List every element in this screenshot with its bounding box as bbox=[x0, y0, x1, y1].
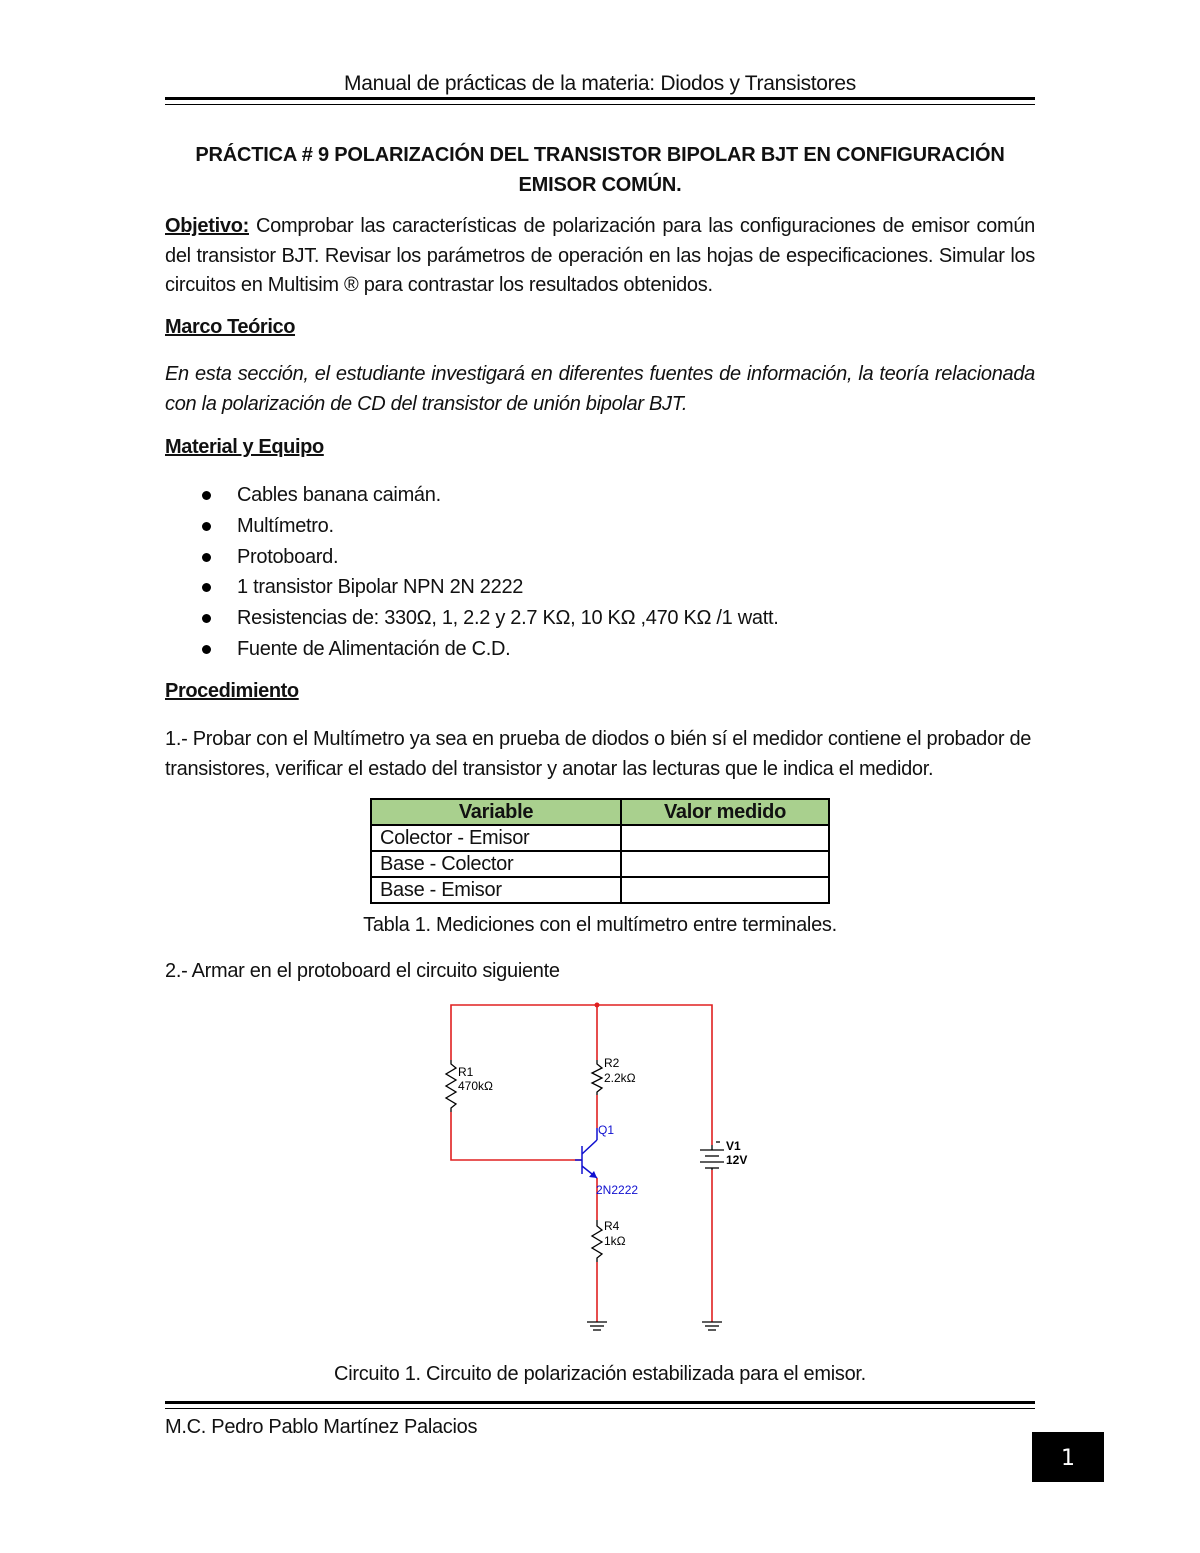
bullet-icon bbox=[202, 553, 211, 562]
header-rule-thick bbox=[165, 97, 1035, 100]
r2-resistor bbox=[592, 1060, 602, 1095]
passive-components bbox=[446, 1060, 724, 1330]
v1-name: V1 bbox=[726, 1139, 741, 1153]
practice-title-line2: EMISOR COMÚN. bbox=[518, 174, 682, 196]
q1-name: Q1 bbox=[598, 1123, 615, 1137]
theory-heading: Marco Teórico bbox=[165, 316, 296, 338]
running-header: Manual de prácticas de la materia: Diodos y Transistores bbox=[344, 72, 856, 95]
footer-author: M.C. Pedro Pablo Martínez Palacios bbox=[165, 1416, 478, 1438]
practice-title-line1: PRÁCTICA # 9 POLARIZACIÓN DEL TRANSISTOR BIPOLAR BJT EN CONFIGURACIÓN bbox=[195, 144, 1005, 166]
table-cell-value bbox=[621, 851, 829, 877]
r4-value: 1kΩ bbox=[604, 1234, 626, 1248]
table-header-variable: Variable bbox=[371, 799, 621, 825]
header-rule-thin bbox=[165, 104, 1035, 105]
theory-text: En esta sección, el estudiante investigará en diferentes fuentes de información, la teoría relacionada con la polarización de CD del transistor de unión bipolar BJT. bbox=[165, 363, 1035, 415]
top-wire bbox=[451, 1005, 712, 1145]
list-item: Multímetro. bbox=[200, 511, 779, 542]
table-cell-value bbox=[621, 877, 829, 903]
footer-rule-thin bbox=[165, 1408, 1035, 1409]
r1-resistor bbox=[446, 1060, 456, 1112]
list-item: Fuente de Alimentación de C.D. bbox=[200, 634, 779, 665]
objective-label: Objetivo: bbox=[165, 215, 249, 237]
junction-dot bbox=[595, 1003, 600, 1008]
table-cell-variable: Base - Emisor bbox=[371, 877, 621, 903]
table-header-row bbox=[371, 799, 829, 825]
bullet-icon bbox=[202, 583, 211, 592]
bullet-icon bbox=[202, 614, 211, 623]
objective-paragraph bbox=[165, 212, 1035, 301]
bullet-icon bbox=[202, 522, 211, 531]
r1-name: R1 bbox=[458, 1065, 474, 1079]
measurements-table bbox=[370, 798, 830, 904]
bullet-icon bbox=[202, 491, 211, 500]
table-header-value: Valor medido bbox=[621, 799, 829, 825]
circuit-diagram bbox=[420, 995, 760, 1340]
objective-text: Comprobar las características de polarización para las configuraciones de emisor común del transistor BJT. Revisar los parámetros de operación en las hojas de especificaciones. Simular los circuitos en Multisim ® para contrastar los resultados obtenidos. bbox=[165, 215, 1035, 296]
table-cell-value bbox=[621, 825, 829, 851]
table-row bbox=[371, 851, 829, 877]
page-number: 1 bbox=[1032, 1432, 1104, 1482]
table-row bbox=[371, 877, 829, 903]
table-caption: Tabla 1. Mediciones con el multímetro entre terminales. bbox=[363, 914, 837, 936]
transistor-q1 bbox=[575, 1128, 597, 1178]
materials-list bbox=[200, 480, 779, 665]
transistor-collector-leg bbox=[582, 1140, 597, 1154]
table-cell-variable: Base - Colector bbox=[371, 851, 621, 877]
bullet-icon bbox=[202, 645, 211, 654]
r4-name: R4 bbox=[604, 1219, 620, 1233]
procedure-step2: 2.- Armar en el protoboard el circuito siguiente bbox=[165, 960, 560, 982]
q1-model: 2N2222 bbox=[596, 1183, 639, 1197]
practice-title bbox=[165, 140, 1035, 200]
procedure-step1: 1.- Probar con el Multímetro ya sea en prueba de diodos o bién sí el medidor contiene el probador de transistores, verificar el estado del transistor y anotar las lecturas que le indica el medidor. bbox=[165, 728, 1032, 780]
table-row bbox=[371, 825, 829, 851]
table-cell-variable: Colector - Emisor bbox=[371, 825, 621, 851]
procedure-heading: Procedimiento bbox=[165, 680, 299, 702]
base-wire bbox=[451, 1112, 582, 1160]
footer-rule-thick bbox=[165, 1401, 1035, 1404]
r4-resistor bbox=[592, 1220, 602, 1262]
list-item: Protoboard. bbox=[200, 542, 779, 573]
r2-value: 2.2kΩ bbox=[604, 1071, 636, 1085]
list-item: Resistencias de: 330Ω, 1, 2.2 y 2.7 KΩ, 10 KΩ ,470 KΩ /1 watt. bbox=[200, 603, 779, 634]
list-item: Cables banana caimán. bbox=[200, 480, 779, 511]
circuit-caption: Circuito 1. Circuito de polarización estabilizada para el emisor. bbox=[334, 1363, 866, 1385]
materials-heading: Material y Equipo bbox=[165, 436, 324, 458]
list-item: 1 transistor Bipolar NPN 2N 2222 bbox=[200, 572, 779, 603]
v1-value: 12V bbox=[726, 1153, 748, 1167]
r1-value: 470kΩ bbox=[458, 1079, 493, 1093]
r2-name: R2 bbox=[604, 1056, 620, 1070]
